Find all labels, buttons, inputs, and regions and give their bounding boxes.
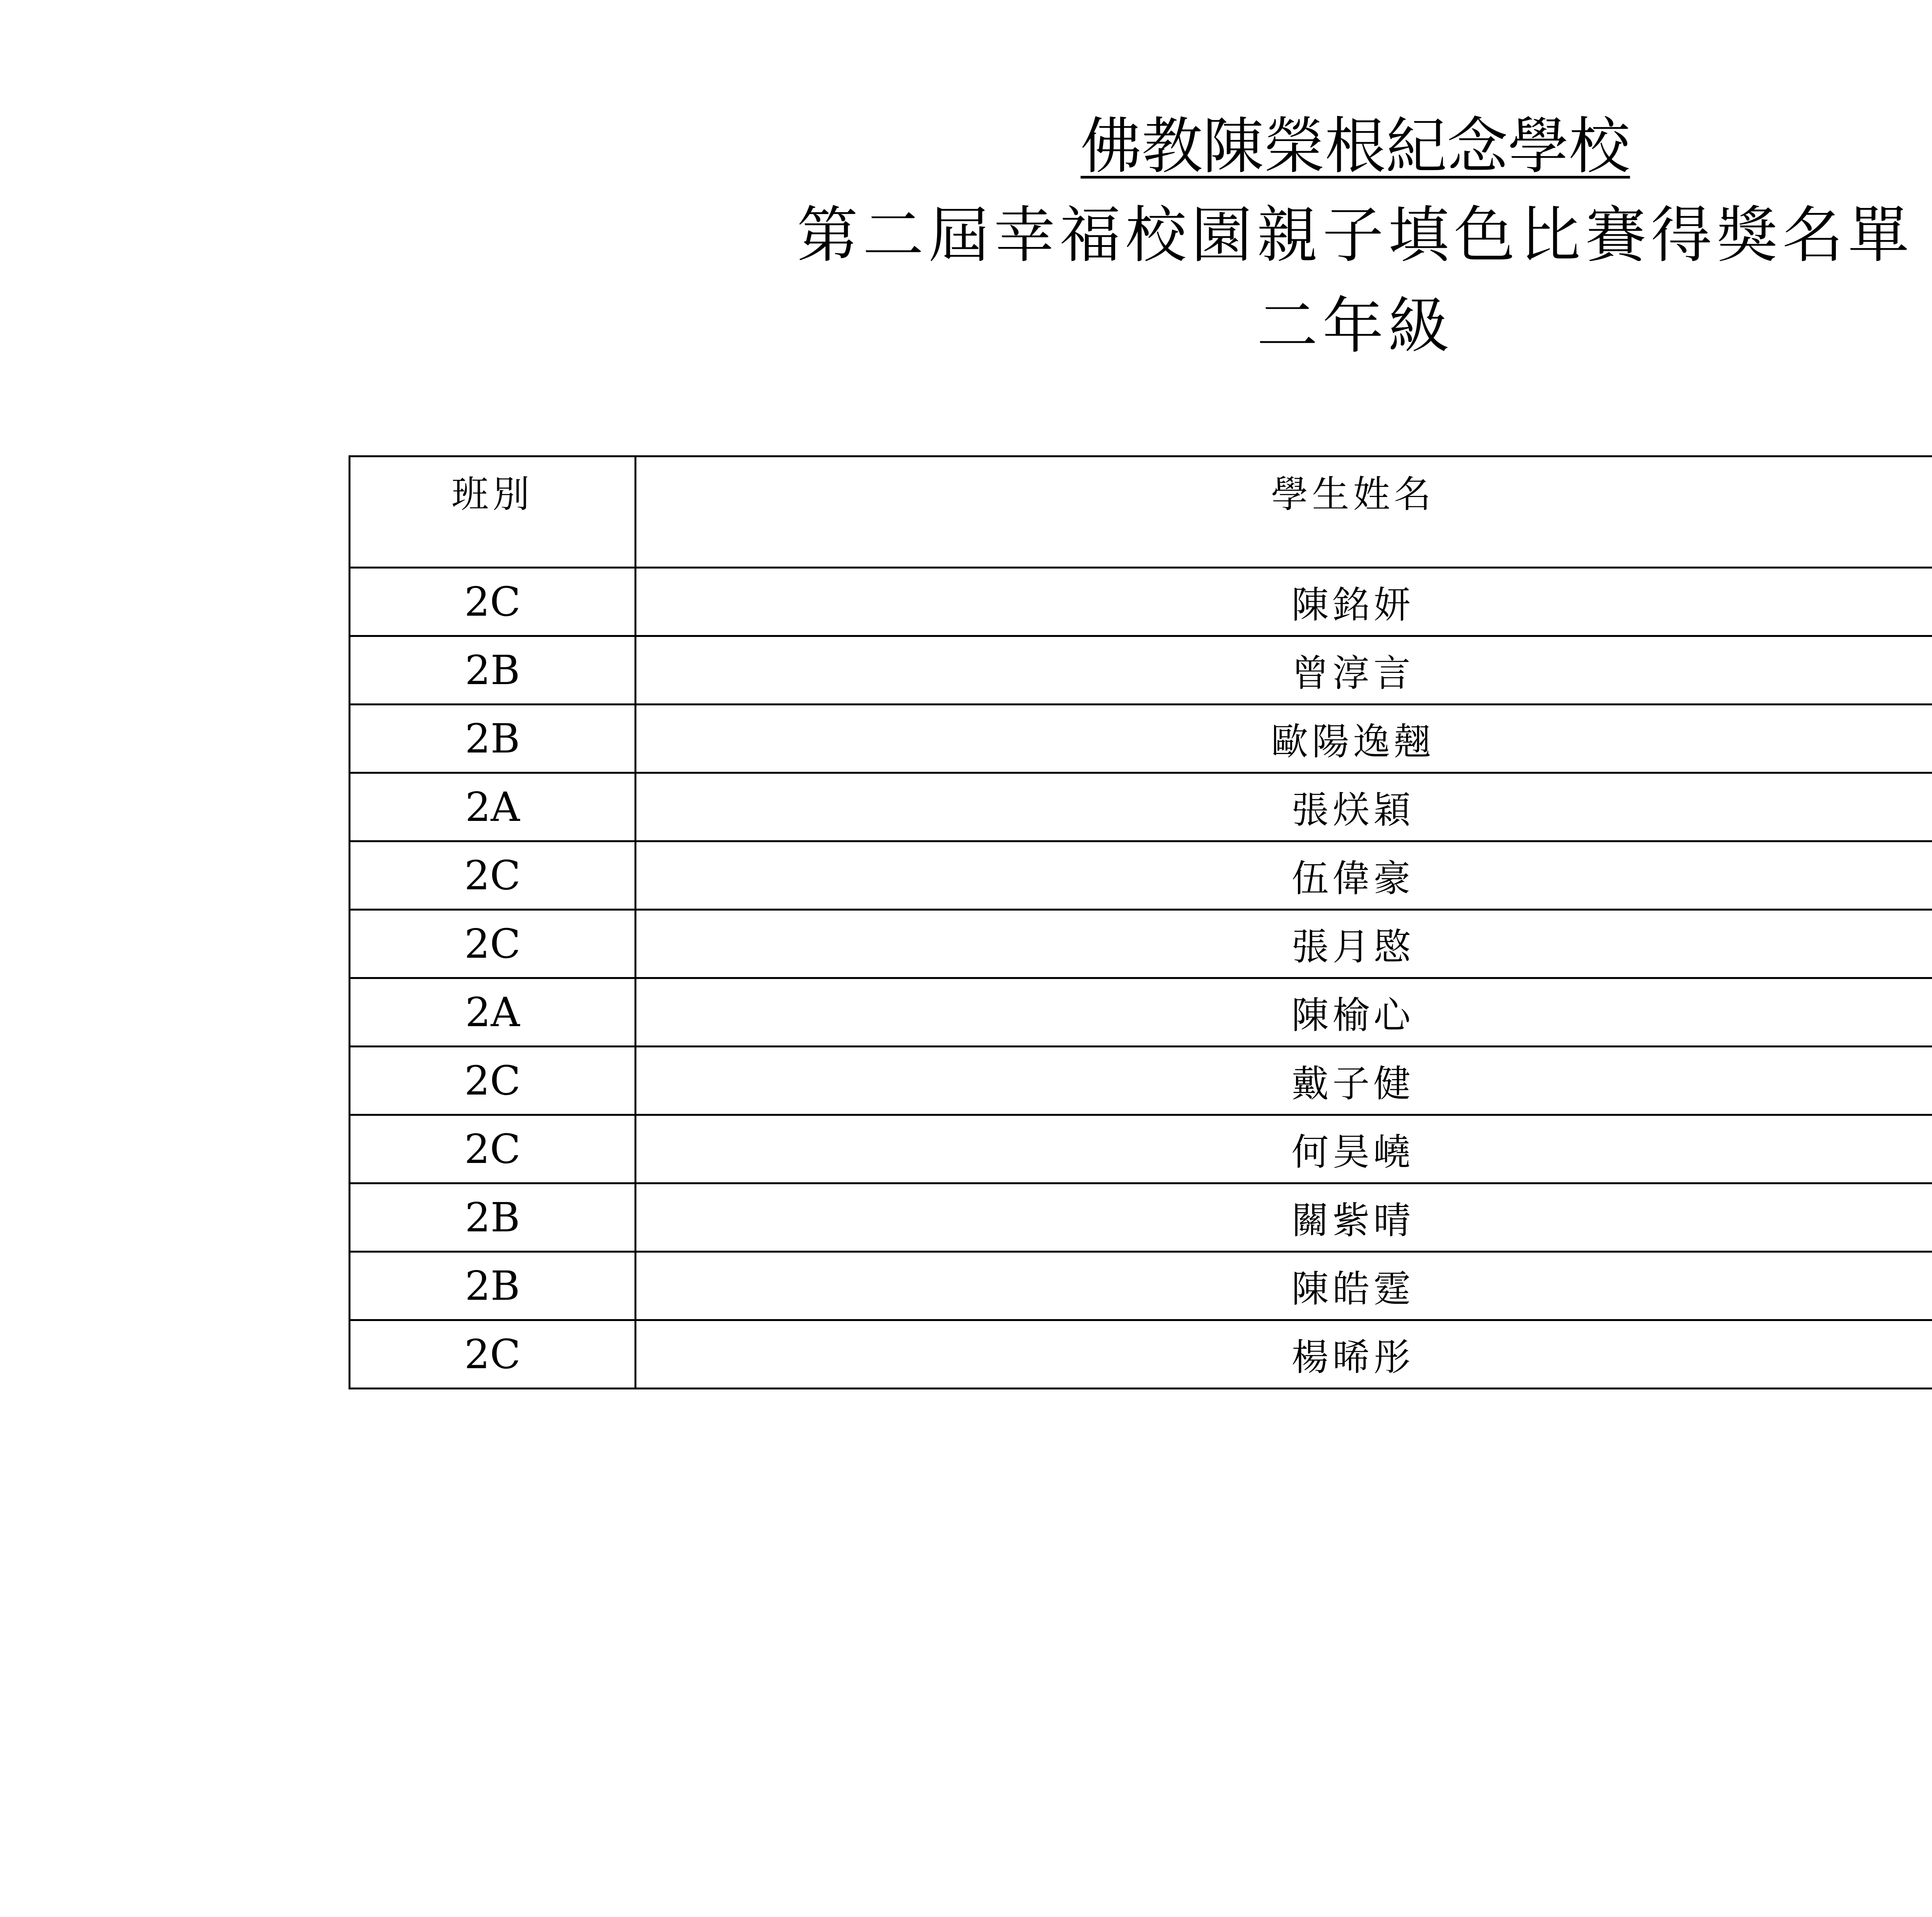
table-row — [350, 1183, 1932, 1252]
award-table — [349, 455, 1932, 1389]
student-name-cell: 陳皓霆 — [636, 1252, 1932, 1320]
table-row — [350, 1115, 1932, 1183]
student-name-cell: 陳榆心 — [636, 978, 1932, 1047]
student-name-cell: 陳銘妍 — [636, 568, 1932, 636]
table-row — [350, 636, 1932, 705]
table-body — [350, 568, 1932, 1389]
table-row — [350, 1047, 1932, 1115]
student-name-cell: 何昊嶢 — [636, 1115, 1932, 1183]
student-name-cell: 伍偉豪 — [636, 841, 1932, 910]
table-row — [350, 841, 1932, 910]
school-name — [0, 111, 1932, 182]
class-cell: 2C — [350, 910, 636, 978]
student-name-cell: 戴子健 — [636, 1047, 1932, 1115]
class-cell: 2A — [350, 773, 636, 841]
table-row — [350, 978, 1932, 1047]
school-name-text: 佛教陳榮根紀念學校 — [1080, 111, 1630, 182]
grade-title: 二年級 — [1257, 291, 1454, 362]
class-cell: 2C — [350, 568, 636, 636]
student-name-cell: 曾淳言 — [636, 636, 1932, 705]
table-row — [350, 910, 1932, 978]
class-cell: 2C — [350, 1047, 636, 1115]
student-name-cell: 楊晞彤 — [636, 1320, 1932, 1389]
class-cell: 2B — [350, 705, 636, 773]
class-cell: 2B — [350, 1183, 636, 1252]
column-header-student-name: 學生姓名 — [636, 456, 1932, 568]
student-name-cell: 歐陽逸翹 — [636, 705, 1932, 773]
student-name-cell: 張月愍 — [636, 910, 1932, 978]
student-name-cell: 張烪穎 — [636, 773, 1932, 841]
table-row — [350, 705, 1932, 773]
column-header-class: 班別 — [350, 456, 636, 568]
table-row — [350, 1252, 1932, 1320]
competition-title: 第二屆幸福校園親子填色比賽得獎名單 — [797, 200, 1914, 271]
class-cell: 2C — [350, 1320, 636, 1389]
class-cell: 2C — [350, 841, 636, 910]
table-row — [350, 1320, 1932, 1389]
class-cell: 2B — [350, 1252, 636, 1320]
table-header-row — [350, 456, 1932, 568]
student-name-cell: 關紫晴 — [636, 1183, 1932, 1252]
class-cell: 2A — [350, 978, 636, 1047]
class-cell: 2B — [350, 636, 636, 705]
class-cell: 2C — [350, 1115, 636, 1183]
table-row — [350, 568, 1932, 636]
table-row — [350, 773, 1932, 841]
